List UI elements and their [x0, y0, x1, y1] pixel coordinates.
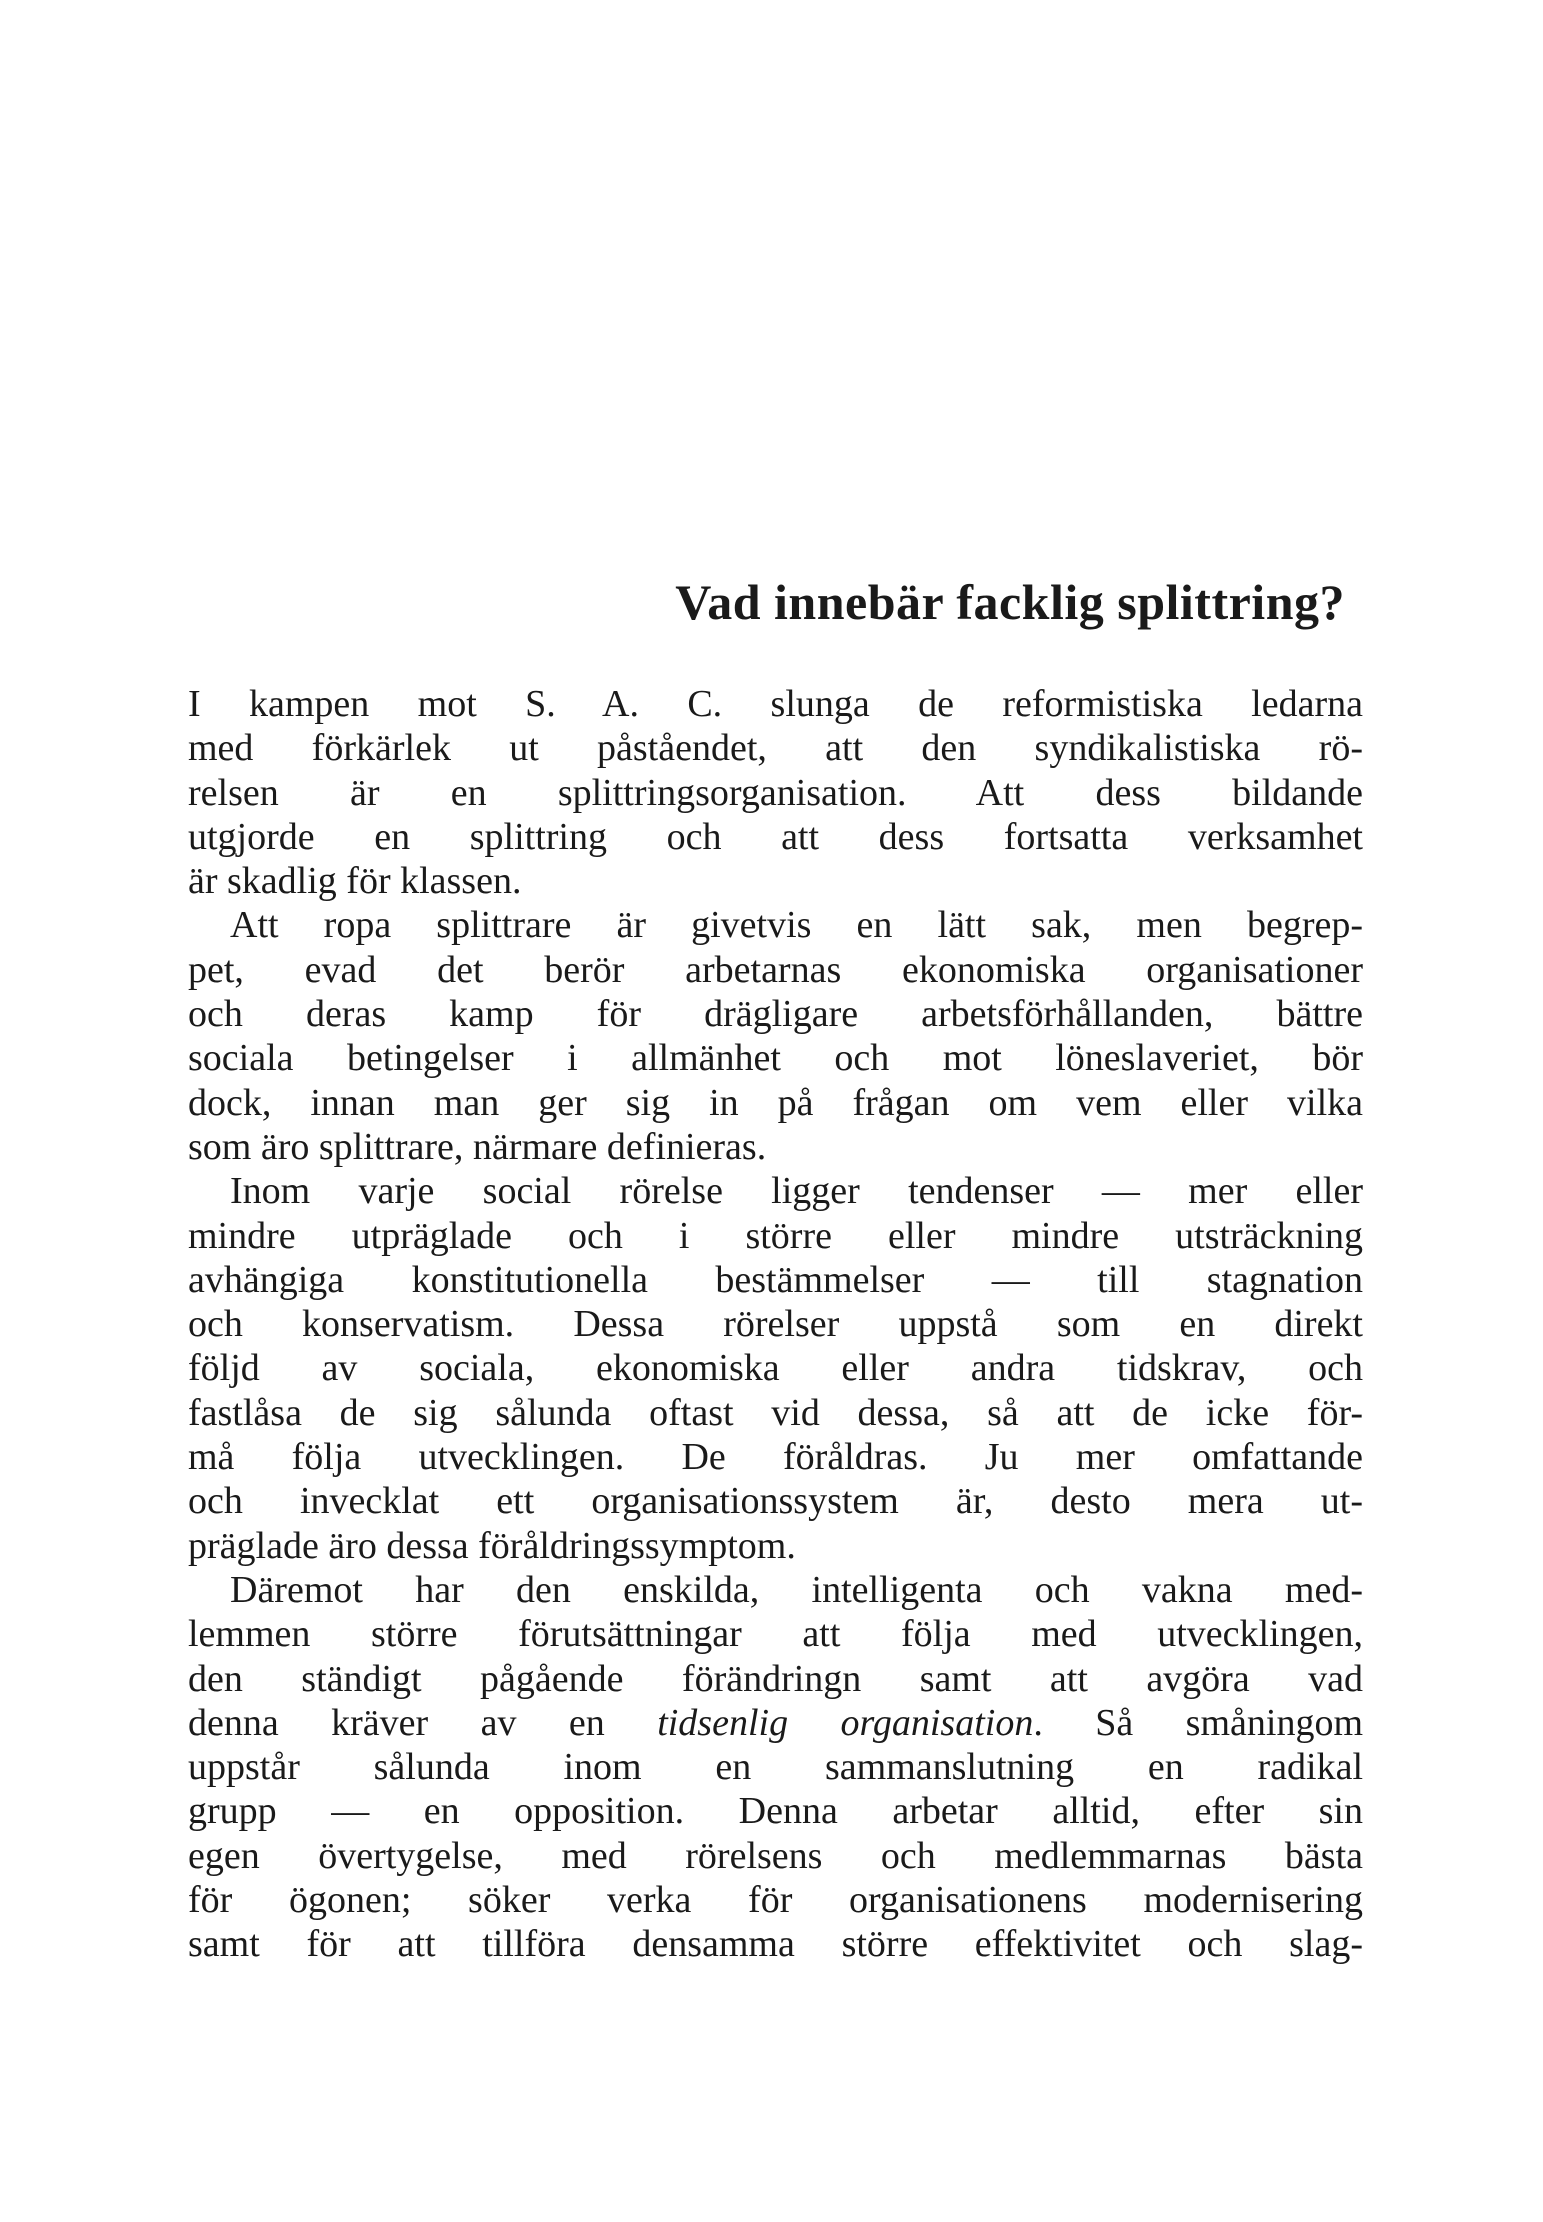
- text-line: uppstår sålunda inom en sammanslutning en radikal: [188, 1746, 1363, 1789]
- text-line: präglade äro dessa föråldringssymptom.: [188, 1524, 796, 1567]
- text-line: som äro splittrare, närmare definieras.: [188, 1125, 767, 1168]
- text-line: må följa utvecklingen. De föråldras. Ju mer omfattande: [188, 1436, 1363, 1479]
- text-line: samt för att tillföra densamma större effektivitet och slag-: [188, 1923, 1363, 1966]
- text-line: grupp — en opposition. Denna arbetar alltid, efter sin: [188, 1790, 1363, 1833]
- text-line: och invecklat ett organisationssystem är, desto mera ut-: [188, 1480, 1363, 1523]
- text-line: fastlåsa de sig sålunda oftast vid dessa, så att de icke för-: [188, 1391, 1363, 1434]
- text-line: följd av sociala, ekonomiska eller andra tidskrav, och: [188, 1347, 1363, 1390]
- text-line: mindre utpräglade och i större eller mindre utsträckning: [188, 1214, 1363, 1257]
- text-line: pet, evad det berör arbetarnas ekonomiska organisationer: [188, 948, 1363, 991]
- text-line: för ögonen; söker verka för organisationens modernisering: [188, 1879, 1363, 1922]
- text-line: Däremot har den enskilda, intelligenta och vakna med-: [230, 1568, 1363, 1611]
- text-line: med förkärlek ut påståendet, att den syndikalistiska rö-: [188, 727, 1363, 770]
- text-line: relsen är en splittringsorganisation. Att dess bildande: [188, 771, 1363, 814]
- text-line: I kampen mot S. A. C. slunga de reformistiska ledarna: [188, 683, 1363, 725]
- text-line: dock, innan man ger sig in på frågan om vem eller vilka: [188, 1081, 1363, 1124]
- text-segment: . Så småningom: [1033, 1701, 1364, 1744]
- text-line: egen övertygelse, med rörelsens och medlemmarnas bästa: [188, 1834, 1363, 1877]
- emphasized-phrase: tidsenlig organisation: [657, 1701, 1034, 1744]
- text-line: den ständigt pågående förändringn samt att avgöra vad: [188, 1657, 1363, 1700]
- text-segment: denna kräver av en: [188, 1701, 658, 1744]
- text-line: avhängiga konstitutionella bestämmelser — till stagnation: [188, 1258, 1363, 1301]
- text-line: sociala betingelser i allmänhet och mot löneslaveriet, bör: [188, 1037, 1363, 1080]
- text-line: och deras kamp för drägligare arbetsförhållanden, bättre: [188, 993, 1363, 1036]
- text-line: är skadlig för klassen.: [188, 860, 522, 903]
- text-line: Att ropa splittrare är givetvis en lätt sak, men begrep-: [230, 904, 1363, 947]
- page-title: Vad innebär facklig splittring?: [675, 574, 1345, 630]
- body-text: [188, 682, 1363, 1967]
- text-line: lemmen större förutsättningar att följa med utvecklingen,: [188, 1613, 1363, 1656]
- text-line: Inom varje social rörelse ligger tendenser — mer eller: [230, 1170, 1363, 1213]
- document-page: [188, 0, 1363, 2222]
- text-line-emphasis: [188, 1701, 1363, 1745]
- text-line: och konservatism. Dessa rörelser uppstå som en direkt: [188, 1303, 1363, 1346]
- text-line: utgjorde en splittring och att dess fortsatta verksamhet: [188, 815, 1363, 858]
